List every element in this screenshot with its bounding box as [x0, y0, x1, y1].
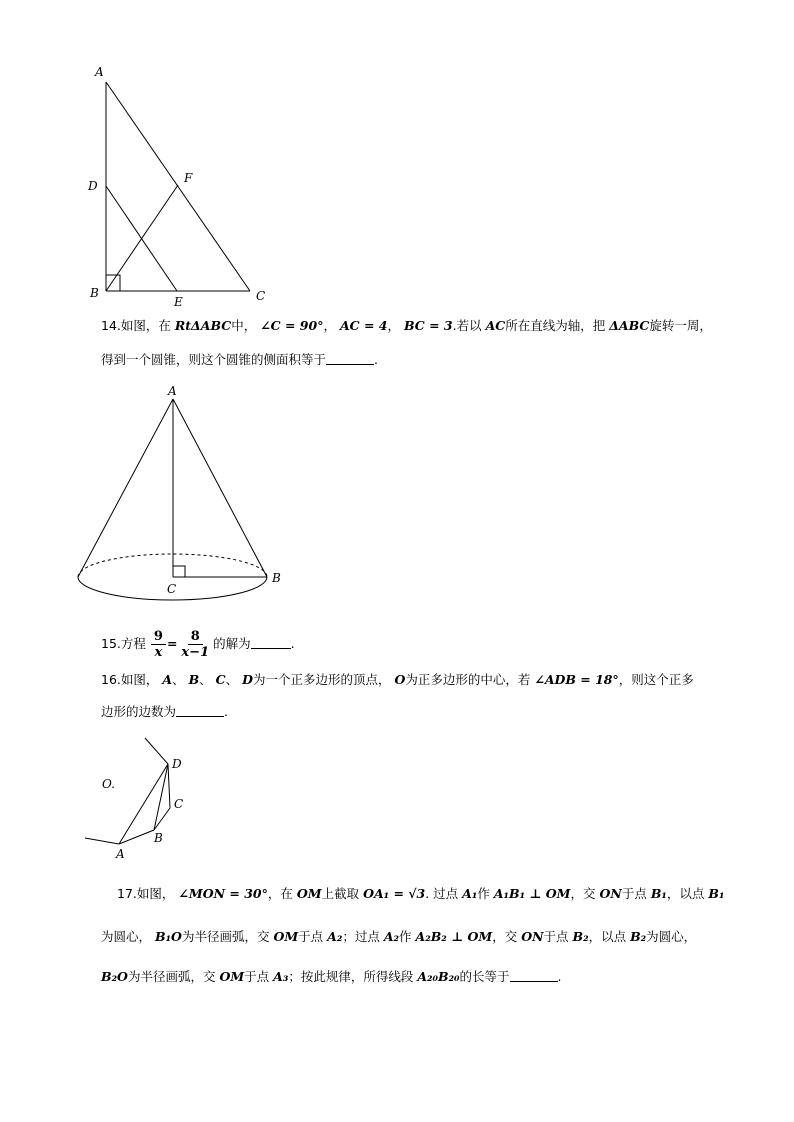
label-b: B	[272, 571, 281, 585]
label-a: A	[95, 65, 104, 79]
angle-c: ∠C = 90°	[260, 318, 324, 333]
axis-ac: AC	[485, 318, 506, 333]
cone-side-right	[173, 399, 267, 577]
question-17-line-2: 为圆心， B₁O为半径画弧，交 OM于点 A₂；过点 A₂作 A₂B₂ ⊥ OM，交 ON于点 B₂，以点 B₂为圆心，	[101, 929, 697, 944]
label-b: B	[154, 831, 163, 845]
question-16-line-1: 16.如图， A、 B、 C、 D为一个正多边形的顶点， O为正多边形的中心，若 ∠ADB = 18°，则这个正多	[101, 672, 694, 687]
cone-figure	[70, 385, 300, 610]
question-17-line-1: 17.如图， ∠MON = 30°，在 OM上截取 OA₁ = √3. 过点 A₁作 A₁B₁ ⊥ OM，交 ON于点 B₁，以点 B₁	[117, 886, 725, 901]
label-c: C	[167, 582, 177, 596]
rt-triangle-abc: RtΔABC	[174, 318, 232, 333]
question-14-line-1: 14.如图，在 RtΔABC中， ∠C = 90°， AC = 4， BC = 3.若以 AC所在直线为轴，把 ΔABC旋转一周，	[101, 318, 712, 333]
polygon-edge-left	[85, 838, 119, 844]
label-o: O.	[102, 777, 115, 791]
right-angle-mark	[173, 566, 185, 577]
angle-adb: ∠ADB = 18°	[534, 672, 619, 687]
answer-blank-15	[251, 636, 291, 649]
question-17-line-3: B₂O为半径画弧，交 OM于点 A₃；按此规律，所得线段 A₂₀B₂₀的长等于 .	[101, 969, 562, 984]
label-f: F	[184, 171, 193, 185]
answer-blank-16	[176, 704, 224, 717]
label-a: A	[116, 847, 125, 861]
triangle-figure	[80, 60, 280, 310]
label-c: C	[256, 289, 266, 303]
label-c: C	[174, 797, 184, 811]
label-d: D	[88, 179, 98, 193]
label-b: B	[90, 286, 99, 300]
label-a: A	[168, 384, 177, 398]
polygon-edge-dc	[168, 764, 170, 808]
polygon-figure	[80, 730, 210, 865]
ac-length: AC = 4	[339, 318, 388, 333]
cone-side-left	[78, 399, 173, 577]
question-15: 15.方程 $\frac{9}{x}$ = $\frac{8}{x-1}$ 的解为 .	[101, 629, 295, 660]
segment-a20b20: A₂₀B₂₀	[417, 969, 460, 984]
angle-mon: ∠MON = 30°	[178, 886, 268, 901]
question-14-line-2: 得到一个圆锥，则这个圆锥的侧面积等于 .	[101, 352, 378, 367]
answer-blank-17	[510, 969, 558, 982]
triangle-abc: ΔABC	[609, 318, 650, 333]
label-d: D	[172, 757, 182, 771]
polygon-edge-ba	[119, 830, 154, 844]
answer-blank-14	[326, 352, 374, 365]
label-e: E	[174, 295, 183, 309]
bc-length: BC = 3	[403, 318, 453, 333]
question-16-line-2: 边形的边数为 .	[101, 704, 228, 719]
fraction-lhs: $\frac{9}{x}$	[151, 629, 166, 660]
fraction-rhs: $\frac{8}{x-1}$	[181, 629, 210, 660]
polygon-edge-top	[145, 738, 168, 764]
